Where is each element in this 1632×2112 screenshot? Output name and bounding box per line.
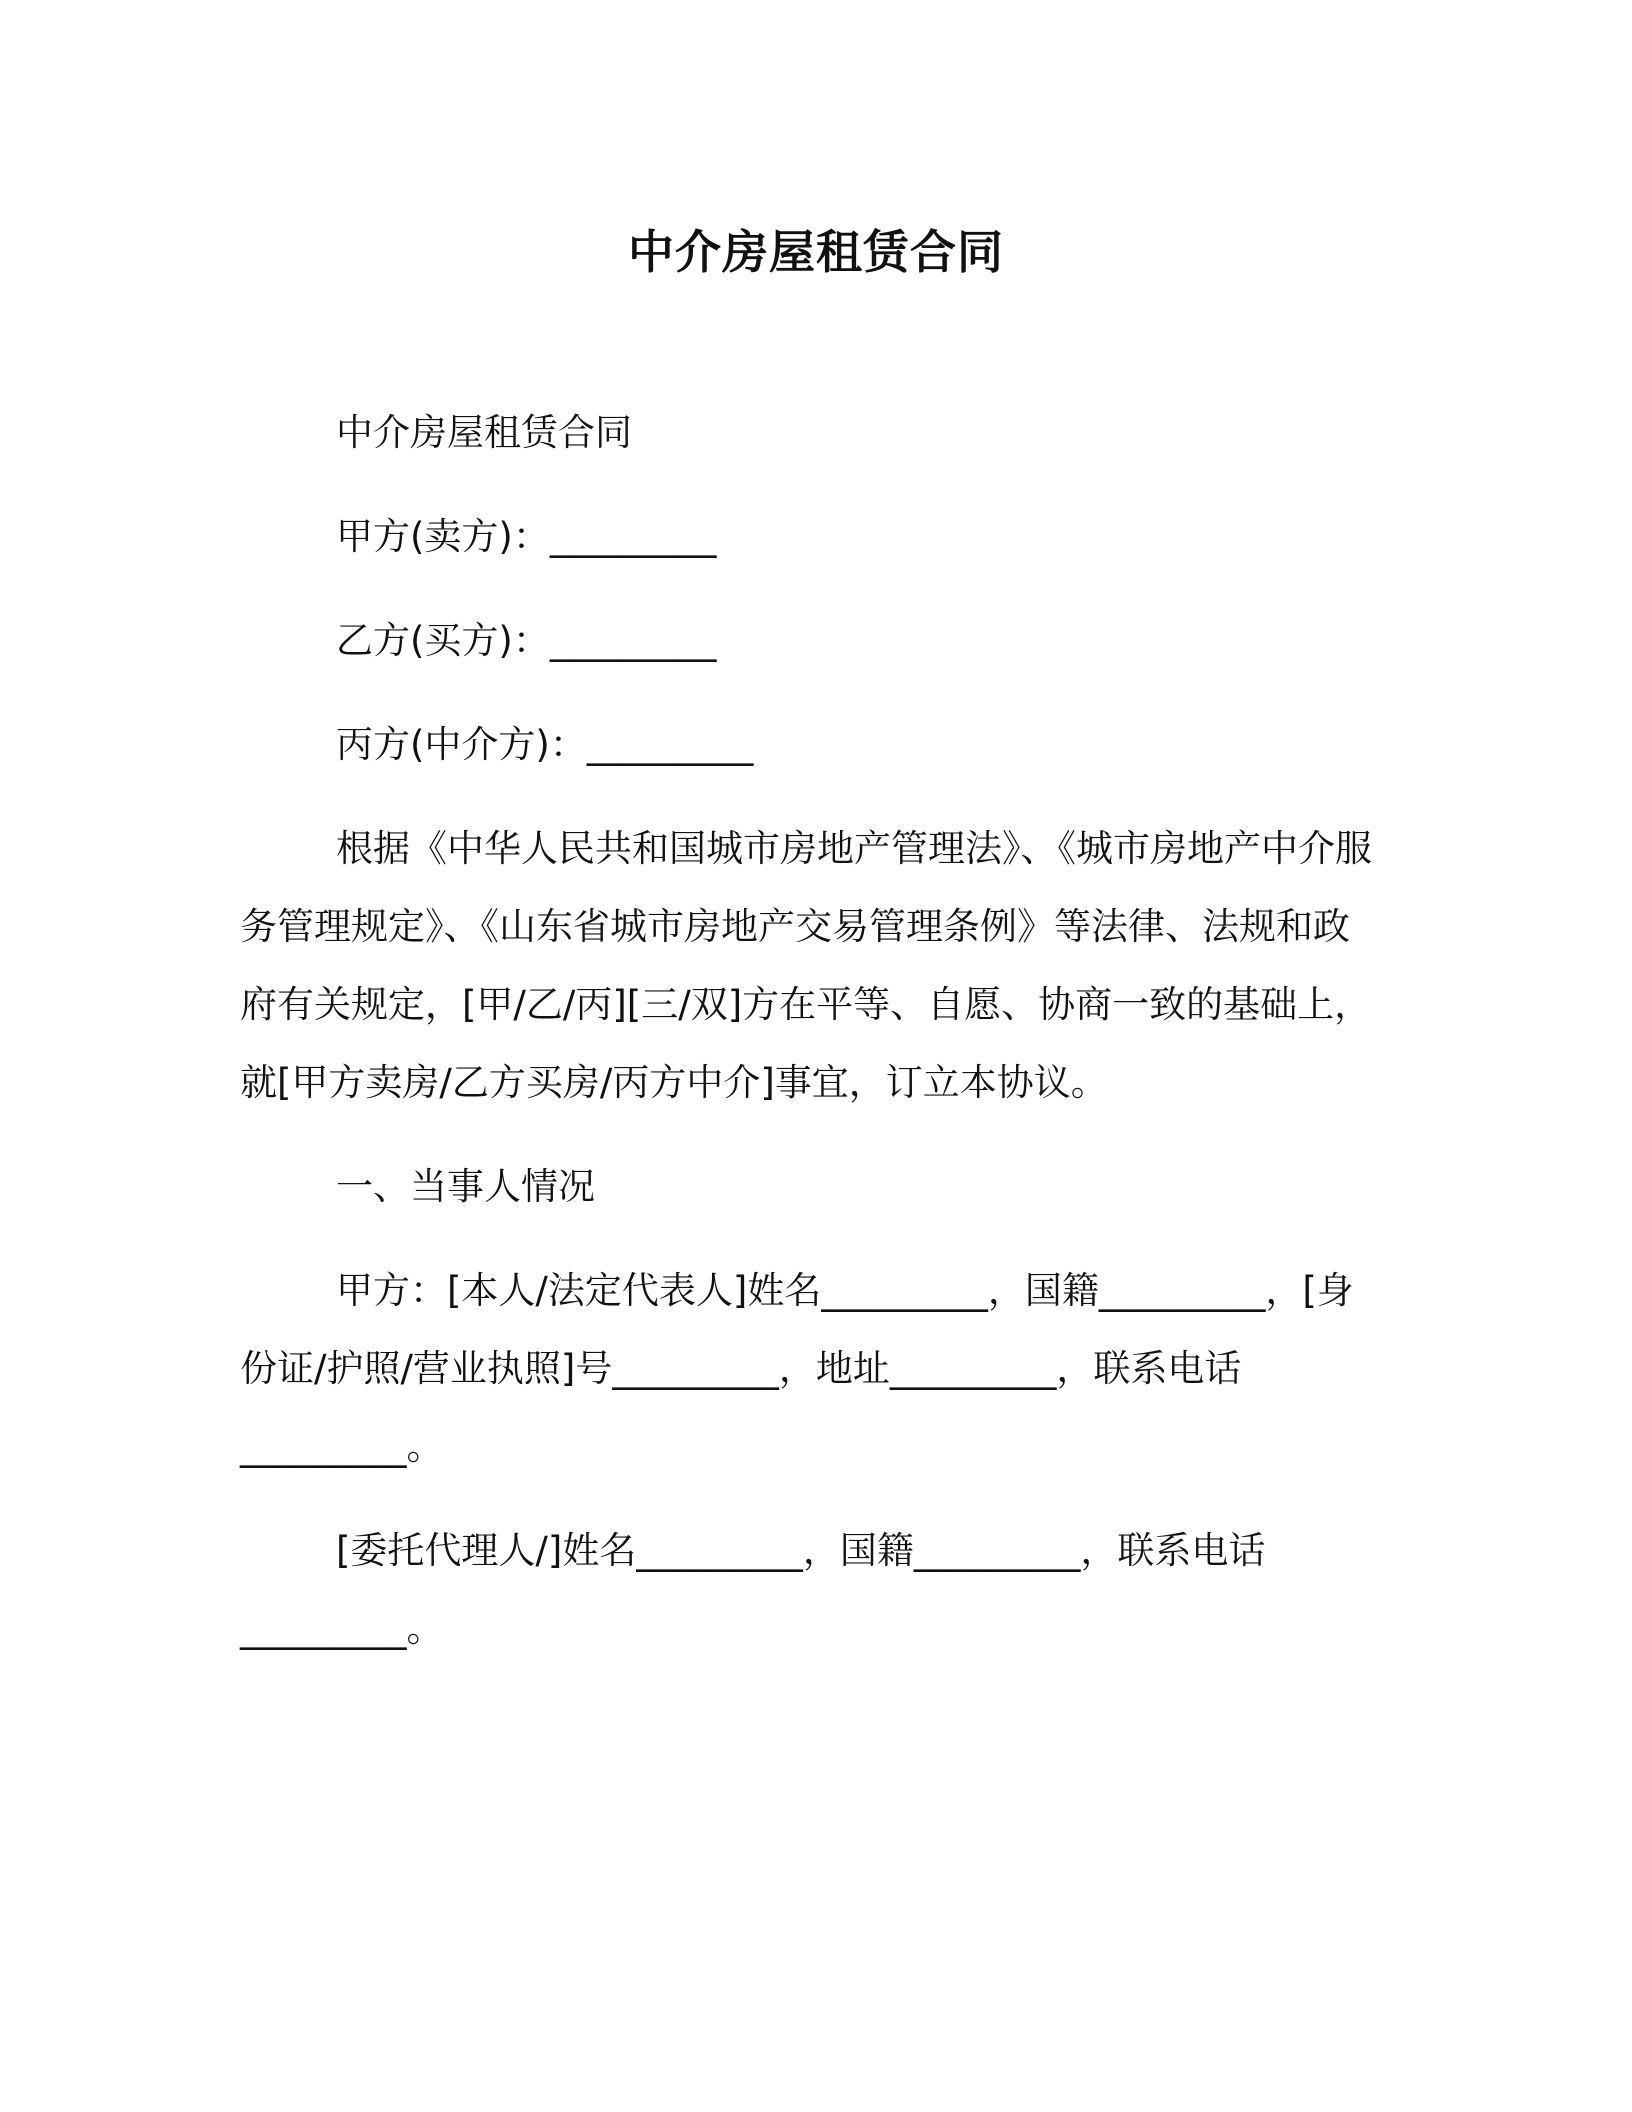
party-a-details-paragraph: 甲方：[本人/法定代表人]姓名_________，国籍_________，[身份证/护照/营业执照]号_________，地址_________，联系电话_________。 <box>240 1269 1354 1468</box>
agent-details-paragraph: [委托代理人/]姓名_________，国籍_________，联系电话_________。 <box>240 1529 1266 1650</box>
party-b-line: 乙方(买方)：_________ <box>336 619 717 662</box>
party-a-line: 甲方(卖方)：_________ <box>336 515 717 558</box>
document-body <box>240 394 1385 1694</box>
document-title: 中介房屋租赁合同 <box>628 225 1004 279</box>
document-subtitle: 中介房屋租赁合同 <box>336 411 632 454</box>
party-c-line: 丙方(中介方)：_________ <box>336 723 754 766</box>
preamble-paragraph: 根据《中华人民共和国城市房地产管理法》、《城市房地产中介服务管理规定》、《山东省城市房地产交易管理条例》等法律、法规和政府有关规定，[甲/乙/丙][三/双]方在平等、自愿、协商一致的基础上，就[甲方卖房/乙方买房/丙方中介]事宜，订立本协议。 <box>240 827 1372 1104</box>
section-1-heading: 一、当事人情况 <box>336 1165 595 1208</box>
